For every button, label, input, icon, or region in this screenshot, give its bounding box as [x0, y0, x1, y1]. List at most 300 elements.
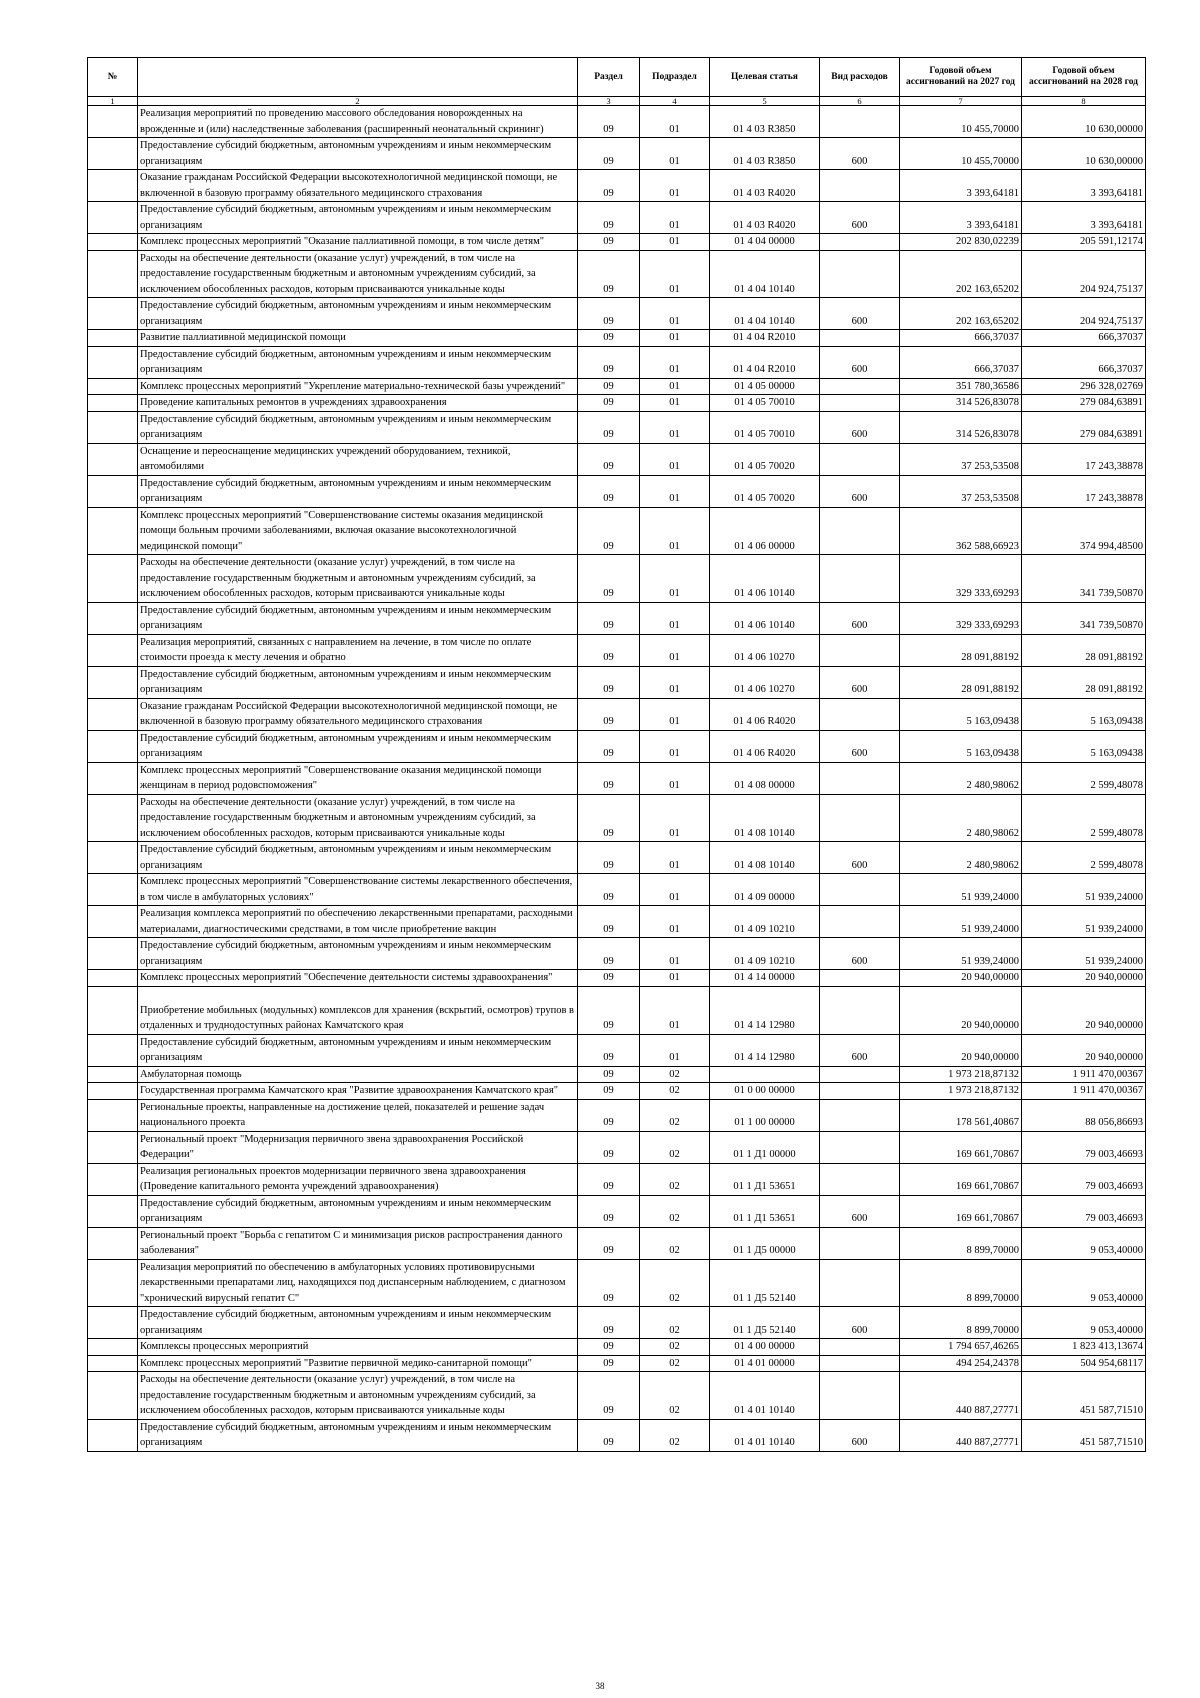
row-number-cell	[88, 1227, 138, 1259]
section-code: 09	[578, 106, 640, 138]
amount-2028: 204 924,75137	[1022, 298, 1146, 330]
row-number-cell	[88, 1163, 138, 1195]
header-target: Целевая статья	[710, 58, 820, 97]
target-article-code: 01 1 00 00000	[710, 1099, 820, 1131]
amount-2027: 202 163,65202	[900, 250, 1022, 298]
column-number: 3	[578, 97, 640, 106]
table-row	[88, 555, 1146, 603]
table-row	[88, 874, 1146, 906]
row-number-cell	[88, 1372, 138, 1420]
amount-2027: 202 830,02239	[900, 234, 1022, 251]
target-article-code: 01 4 14 00000	[710, 970, 820, 987]
subsection-code: 02	[640, 1372, 710, 1420]
target-article-code: 01 4 06 00000	[710, 507, 820, 555]
subsection-code: 01	[640, 698, 710, 730]
expense-type-code	[820, 1227, 900, 1259]
expense-type-code: 600	[820, 1195, 900, 1227]
table-row	[88, 475, 1146, 507]
target-article-code: 01 4 08 10140	[710, 794, 820, 842]
table-row	[88, 1372, 1146, 1420]
header-name	[138, 58, 578, 97]
expense-type-code	[820, 1372, 900, 1420]
header-podrazdel: Подраздел	[640, 58, 710, 97]
row-number-cell	[88, 842, 138, 874]
amount-2027: 28 091,88192	[900, 634, 1022, 666]
expense-type-code	[820, 1355, 900, 1372]
subsection-code: 01	[640, 842, 710, 874]
amount-2028: 3 393,64181	[1022, 170, 1146, 202]
item-name: Комплекс процессных мероприятий "Совершенствование системы оказания медицинской помощи больным прочими заболеваниями, включая оказание высокотехнологичной медицинской помощи"	[138, 507, 578, 555]
subsection-code: 01	[640, 634, 710, 666]
section-code: 09	[578, 842, 640, 874]
subsection-code: 02	[640, 1163, 710, 1195]
expense-type-code	[820, 874, 900, 906]
target-article-code: 01 4 06 R4020	[710, 698, 820, 730]
expense-type-code	[820, 395, 900, 412]
subsection-code: 01	[640, 507, 710, 555]
amount-2028: 374 994,48500	[1022, 507, 1146, 555]
subsection-code: 02	[640, 1099, 710, 1131]
amount-2027: 3 393,64181	[900, 170, 1022, 202]
row-number-cell	[88, 475, 138, 507]
item-name: Расходы на обеспечение деятельности (оказание услуг) учреждений, в том числе на предоставление государственным бюджетным и автономным учреждениям субсидий, за исключением обособленных расходов, которым присваиваются уникальные коды	[138, 1372, 578, 1420]
row-number-cell	[88, 378, 138, 395]
amount-2027: 1 794 657,46265	[900, 1339, 1022, 1356]
item-name: Оказание гражданам Российской Федерации высокотехнологичной медицинской помощи, не включенной в базовую программу обязательного медицинского страхования	[138, 698, 578, 730]
table-row	[88, 106, 1146, 138]
table-row	[88, 762, 1146, 794]
subsection-code: 01	[640, 970, 710, 987]
section-code: 09	[578, 1163, 640, 1195]
amount-2027: 1 973 218,87132	[900, 1066, 1022, 1083]
expense-type-code	[820, 986, 900, 1034]
item-name: Предоставление субсидий бюджетным, автономным учреждениям и иным некоммерческим организациям	[138, 730, 578, 762]
amount-2028: 10 630,00000	[1022, 138, 1146, 170]
row-number-cell	[88, 1034, 138, 1066]
amount-2028: 5 163,09438	[1022, 698, 1146, 730]
subsection-code: 02	[640, 1083, 710, 1100]
amount-2028: 3 393,64181	[1022, 202, 1146, 234]
amount-2027: 1 973 218,87132	[900, 1083, 1022, 1100]
expense-type-code: 600	[820, 1307, 900, 1339]
table-row	[88, 378, 1146, 395]
amount-2028: 51 939,24000	[1022, 938, 1146, 970]
amount-2028: 341 739,50870	[1022, 602, 1146, 634]
section-code: 09	[578, 443, 640, 475]
amount-2028: 20 940,00000	[1022, 1034, 1146, 1066]
target-article-code: 01 4 01 10140	[710, 1419, 820, 1451]
target-article-code: 01 4 09 00000	[710, 874, 820, 906]
amount-2027: 3 393,64181	[900, 202, 1022, 234]
header-2027: Годовой объем ассигнований на 2027 год	[900, 58, 1022, 97]
subsection-code: 01	[640, 1034, 710, 1066]
item-name: Предоставление субсидий бюджетным, автономным учреждениям и иным некоммерческим организациям	[138, 1307, 578, 1339]
row-number-cell	[88, 1355, 138, 1372]
amount-2028: 9 053,40000	[1022, 1259, 1146, 1307]
header-row	[88, 58, 1146, 97]
section-code: 09	[578, 234, 640, 251]
amount-2027: 329 333,69293	[900, 555, 1022, 603]
row-number-cell	[88, 762, 138, 794]
subsection-code: 01	[640, 475, 710, 507]
subsection-code: 01	[640, 298, 710, 330]
amount-2027: 2 480,98062	[900, 762, 1022, 794]
table-row	[88, 938, 1146, 970]
amount-2028: 204 924,75137	[1022, 250, 1146, 298]
item-name: Расходы на обеспечение деятельности (оказание услуг) учреждений, в том числе на предоставление государственным бюджетным и автономным учреждениям субсидий, за исключением обособленных расходов, которым присваиваются уникальные коды	[138, 794, 578, 842]
amount-2028: 341 739,50870	[1022, 555, 1146, 603]
target-article-code: 01 4 04 R2010	[710, 346, 820, 378]
subsection-code: 01	[640, 170, 710, 202]
item-name: Комплекс процессных мероприятий "Укрепление материально-технической базы учреждений"	[138, 378, 578, 395]
item-name: Комплексы процессных мероприятий	[138, 1339, 578, 1356]
amount-2027: 5 163,09438	[900, 730, 1022, 762]
subsection-code: 02	[640, 1066, 710, 1083]
item-name: Амбулаторная помощь	[138, 1066, 578, 1083]
table-row	[88, 1066, 1146, 1083]
item-name: Комплекс процессных мероприятий "Совершенствование системы лекарственного обеспечения, в том числе в амбулаторных условиях"	[138, 874, 578, 906]
amount-2027: 8 899,70000	[900, 1227, 1022, 1259]
item-name: Предоставление субсидий бюджетным, автономным учреждениям и иным некоммерческим организациям	[138, 842, 578, 874]
target-article-code: 01 4 05 70010	[710, 395, 820, 412]
row-number-cell	[88, 1099, 138, 1131]
item-name: Комплекс процессных мероприятий "Обеспечение деятельности системы здравоохранения"	[138, 970, 578, 987]
expense-type-code: 600	[820, 475, 900, 507]
table-row	[88, 1227, 1146, 1259]
subsection-code: 01	[640, 986, 710, 1034]
row-number-cell	[88, 395, 138, 412]
subsection-code: 01	[640, 411, 710, 443]
amount-2027: 202 163,65202	[900, 298, 1022, 330]
expense-type-code	[820, 1066, 900, 1083]
amount-2027: 178 561,40867	[900, 1099, 1022, 1131]
amount-2028: 51 939,24000	[1022, 874, 1146, 906]
amount-2028: 451 587,71510	[1022, 1419, 1146, 1451]
amount-2027: 440 887,27771	[900, 1372, 1022, 1420]
subsection-code: 01	[640, 602, 710, 634]
row-number-cell	[88, 730, 138, 762]
section-code: 09	[578, 602, 640, 634]
expense-type-code: 600	[820, 842, 900, 874]
row-number-cell	[88, 1131, 138, 1163]
amount-2028: 9 053,40000	[1022, 1227, 1146, 1259]
row-number-cell	[88, 874, 138, 906]
header-razdel: Раздел	[578, 58, 640, 97]
table-row	[88, 842, 1146, 874]
amount-2028: 79 003,46693	[1022, 1163, 1146, 1195]
item-name: Комплекс процессных мероприятий "Совершенствование оказания медицинской помощи женщинам в период родовспоможения"	[138, 762, 578, 794]
amount-2028: 20 940,00000	[1022, 986, 1146, 1034]
row-number-cell	[88, 1259, 138, 1307]
expense-type-code	[820, 970, 900, 987]
item-name: Оказание гражданам Российской Федерации высокотехнологичной медицинской помощи, не включенной в базовую программу обязательного медицинского страхования	[138, 170, 578, 202]
target-article-code: 01 4 08 10140	[710, 842, 820, 874]
table-row	[88, 507, 1146, 555]
expense-type-code	[820, 634, 900, 666]
row-number-cell	[88, 555, 138, 603]
subsection-code: 02	[640, 1419, 710, 1451]
expense-type-code: 600	[820, 346, 900, 378]
target-article-code: 01 0 00 00000	[710, 1083, 820, 1100]
section-code: 09	[578, 202, 640, 234]
amount-2027: 10 455,70000	[900, 138, 1022, 170]
row-number-cell	[88, 202, 138, 234]
amount-2028: 1 911 470,00367	[1022, 1066, 1146, 1083]
target-article-code: 01 4 06 R4020	[710, 730, 820, 762]
table-row	[88, 411, 1146, 443]
section-code: 09	[578, 1195, 640, 1227]
row-number-cell	[88, 1066, 138, 1083]
target-article-code: 01 4 03 R4020	[710, 202, 820, 234]
amount-2028: 1 911 470,00367	[1022, 1083, 1146, 1100]
subsection-code: 01	[640, 395, 710, 412]
expense-type-code	[820, 762, 900, 794]
subsection-code: 01	[640, 234, 710, 251]
amount-2027: 51 939,24000	[900, 938, 1022, 970]
table-row	[88, 1419, 1146, 1451]
target-article-code: 01 4 04 00000	[710, 234, 820, 251]
expense-type-code	[820, 330, 900, 347]
subsection-code: 01	[640, 906, 710, 938]
section-code: 09	[578, 938, 640, 970]
expense-type-code	[820, 250, 900, 298]
target-article-code: 01 4 09 10210	[710, 906, 820, 938]
table-row	[88, 666, 1146, 698]
row-number-cell	[88, 298, 138, 330]
header-num: №	[88, 58, 138, 97]
amount-2027: 169 661,70867	[900, 1163, 1022, 1195]
subsection-code: 01	[640, 106, 710, 138]
row-number-cell	[88, 1195, 138, 1227]
table-row	[88, 970, 1146, 987]
subsection-code: 02	[640, 1195, 710, 1227]
target-article-code	[710, 1066, 820, 1083]
amount-2028: 205 591,12174	[1022, 234, 1146, 251]
row-number-cell	[88, 666, 138, 698]
row-number-cell	[88, 106, 138, 138]
expense-type-code: 600	[820, 298, 900, 330]
table-row	[88, 1195, 1146, 1227]
section-code: 09	[578, 1355, 640, 1372]
column-number: 4	[640, 97, 710, 106]
expense-type-code: 600	[820, 730, 900, 762]
expense-type-code	[820, 170, 900, 202]
table-row	[88, 1339, 1146, 1356]
row-number-cell	[88, 411, 138, 443]
table-row	[88, 1259, 1146, 1307]
section-code: 09	[578, 1259, 640, 1307]
section-code: 09	[578, 906, 640, 938]
subsection-code: 01	[640, 555, 710, 603]
section-code: 09	[578, 170, 640, 202]
table-row	[88, 234, 1146, 251]
amount-2027: 440 887,27771	[900, 1419, 1022, 1451]
amount-2028: 2 599,48078	[1022, 794, 1146, 842]
subsection-code: 02	[640, 1227, 710, 1259]
amount-2028: 17 243,38878	[1022, 443, 1146, 475]
amount-2028: 2 599,48078	[1022, 762, 1146, 794]
amount-2028: 451 587,71510	[1022, 1372, 1146, 1420]
section-code: 09	[578, 1307, 640, 1339]
amount-2027: 8 899,70000	[900, 1307, 1022, 1339]
column-number: 2	[138, 97, 578, 106]
subsection-code: 01	[640, 202, 710, 234]
amount-2027: 5 163,09438	[900, 698, 1022, 730]
item-name: Расходы на обеспечение деятельности (оказание услуг) учреждений, в том числе на предоставление государственным бюджетным и автономным учреждениям субсидий, за исключением обособленных расходов, которым присваиваются уникальные коды	[138, 250, 578, 298]
budget-table	[87, 57, 1146, 1452]
amount-2027: 169 661,70867	[900, 1131, 1022, 1163]
expense-type-code: 600	[820, 411, 900, 443]
target-article-code: 01 4 01 00000	[710, 1355, 820, 1372]
subsection-code: 02	[640, 1339, 710, 1356]
item-name: Предоставление субсидий бюджетным, автономным учреждениям и иным некоммерческим организациям	[138, 666, 578, 698]
target-article-code: 01 4 08 00000	[710, 762, 820, 794]
section-code: 09	[578, 346, 640, 378]
section-code: 09	[578, 507, 640, 555]
column-number: 8	[1022, 97, 1146, 106]
expense-type-code	[820, 1163, 900, 1195]
amount-2027: 329 333,69293	[900, 602, 1022, 634]
target-article-code: 01 4 06 10270	[710, 634, 820, 666]
amount-2027: 37 253,53508	[900, 443, 1022, 475]
section-code: 09	[578, 1227, 640, 1259]
item-name: Реализация комплекса мероприятий по обеспечению лекарственными препаратами, расходными материалами, диагностическими средствами, в том числе приобретение вакцин	[138, 906, 578, 938]
section-code: 09	[578, 1419, 640, 1451]
row-number-cell	[88, 602, 138, 634]
expense-type-code	[820, 794, 900, 842]
row-number-cell	[88, 443, 138, 475]
target-article-code: 01 1 Д1 53651	[710, 1163, 820, 1195]
header-2028: Годовой объем ассигнований на 2028 год	[1022, 58, 1146, 97]
item-name: Проведение капитальных ремонтов в учреждениях здравоохранения	[138, 395, 578, 412]
item-name: Предоставление субсидий бюджетным, автономным учреждениям и иным некоммерческим организациям	[138, 1195, 578, 1227]
section-code: 09	[578, 475, 640, 507]
section-code: 09	[578, 970, 640, 987]
subsection-code: 01	[640, 874, 710, 906]
amount-2028: 279 084,63891	[1022, 411, 1146, 443]
item-name: Региональный проект "Модернизация первичного звена здравоохранения Российской Федерации"	[138, 1131, 578, 1163]
amount-2028: 279 084,63891	[1022, 395, 1146, 412]
target-article-code: 01 1 Д1 53651	[710, 1195, 820, 1227]
table-row	[88, 730, 1146, 762]
subsection-code: 01	[640, 250, 710, 298]
section-code: 09	[578, 730, 640, 762]
amount-2028: 666,37037	[1022, 346, 1146, 378]
table-row	[88, 138, 1146, 170]
amount-2028: 20 940,00000	[1022, 970, 1146, 987]
amount-2027: 20 940,00000	[900, 970, 1022, 987]
target-article-code: 01 1 Д1 00000	[710, 1131, 820, 1163]
table-row	[88, 1131, 1146, 1163]
section-code: 09	[578, 634, 640, 666]
section-code: 09	[578, 138, 640, 170]
table-row	[88, 698, 1146, 730]
item-name: Региональный проект "Борьба с гепатитом С и минимизация рисков распространения данного заболевания"	[138, 1227, 578, 1259]
item-name: Реализация мероприятий по проведению массового обследования новорожденных на врожденные и (или) наследственные заболевания (расширенный неонатальный скрининг)	[138, 106, 578, 138]
table-row	[88, 170, 1146, 202]
expense-type-code: 600	[820, 138, 900, 170]
row-number-cell	[88, 970, 138, 987]
amount-2028: 9 053,40000	[1022, 1307, 1146, 1339]
section-code: 09	[578, 762, 640, 794]
amount-2028: 88 056,86693	[1022, 1099, 1146, 1131]
target-article-code: 01 4 03 R3850	[710, 138, 820, 170]
item-name: Развитие паллиативной медицинской помощи	[138, 330, 578, 347]
subsection-code: 01	[640, 346, 710, 378]
section-code: 09	[578, 1372, 640, 1420]
table-row	[88, 330, 1146, 347]
expense-type-code	[820, 906, 900, 938]
item-name: Предоставление субсидий бюджетным, автономным учреждениям и иным некоммерческим организациям	[138, 602, 578, 634]
amount-2028: 28 091,88192	[1022, 634, 1146, 666]
amount-2028: 504 954,68117	[1022, 1355, 1146, 1372]
target-article-code: 01 4 04 R2010	[710, 330, 820, 347]
row-number-cell	[88, 634, 138, 666]
expense-type-code	[820, 1259, 900, 1307]
item-name: Предоставление субсидий бюджетным, автономным учреждениям и иным некоммерческим организациям	[138, 475, 578, 507]
table-row	[88, 602, 1146, 634]
amount-2027: 494 254,24378	[900, 1355, 1022, 1372]
section-code: 09	[578, 330, 640, 347]
row-number-cell	[88, 1307, 138, 1339]
item-name: Предоставление субсидий бюджетным, автономным учреждениям и иным некоммерческим организациям	[138, 1419, 578, 1451]
target-article-code: 01 4 04 10140	[710, 250, 820, 298]
row-number-cell	[88, 346, 138, 378]
item-name: Государственная программа Камчатского края "Развитие здравоохранения Камчатского края"	[138, 1083, 578, 1100]
row-number-cell	[88, 794, 138, 842]
item-name: Предоставление субсидий бюджетным, автономным учреждениям и иным некоммерческим организациям	[138, 138, 578, 170]
amount-2027: 51 939,24000	[900, 906, 1022, 938]
target-article-code: 01 4 05 70020	[710, 475, 820, 507]
amount-2027: 314 526,83078	[900, 395, 1022, 412]
table-row	[88, 202, 1146, 234]
amount-2028: 5 163,09438	[1022, 730, 1146, 762]
subsection-code: 01	[640, 138, 710, 170]
target-article-code: 01 1 Д5 00000	[710, 1227, 820, 1259]
section-code: 09	[578, 874, 640, 906]
expense-type-code	[820, 555, 900, 603]
section-code: 09	[578, 1066, 640, 1083]
table-row	[88, 443, 1146, 475]
section-code: 09	[578, 298, 640, 330]
target-article-code: 01 4 00 00000	[710, 1339, 820, 1356]
item-name: Предоставление субсидий бюджетным, автономным учреждениям и иным некоммерческим организациям	[138, 298, 578, 330]
amount-2027: 37 253,53508	[900, 475, 1022, 507]
target-article-code: 01 4 05 70010	[710, 411, 820, 443]
target-article-code: 01 4 05 00000	[710, 378, 820, 395]
table-row	[88, 346, 1146, 378]
section-code: 09	[578, 250, 640, 298]
section-code: 09	[578, 395, 640, 412]
expense-type-code: 600	[820, 602, 900, 634]
subsection-code: 01	[640, 443, 710, 475]
page-number: 38	[595, 1681, 605, 1691]
row-number-cell	[88, 986, 138, 1034]
column-number: 7	[900, 97, 1022, 106]
row-number-cell	[88, 938, 138, 970]
target-article-code: 01 4 14 12980	[710, 986, 820, 1034]
table-row	[88, 986, 1146, 1034]
row-number-cell	[88, 698, 138, 730]
expense-type-code	[820, 378, 900, 395]
amount-2027: 2 480,98062	[900, 794, 1022, 842]
table-row	[88, 794, 1146, 842]
target-article-code: 01 4 06 10270	[710, 666, 820, 698]
target-article-code: 01 4 14 12980	[710, 1034, 820, 1066]
expense-type-code	[820, 1083, 900, 1100]
amount-2027: 351 780,36586	[900, 378, 1022, 395]
amount-2027: 314 526,83078	[900, 411, 1022, 443]
